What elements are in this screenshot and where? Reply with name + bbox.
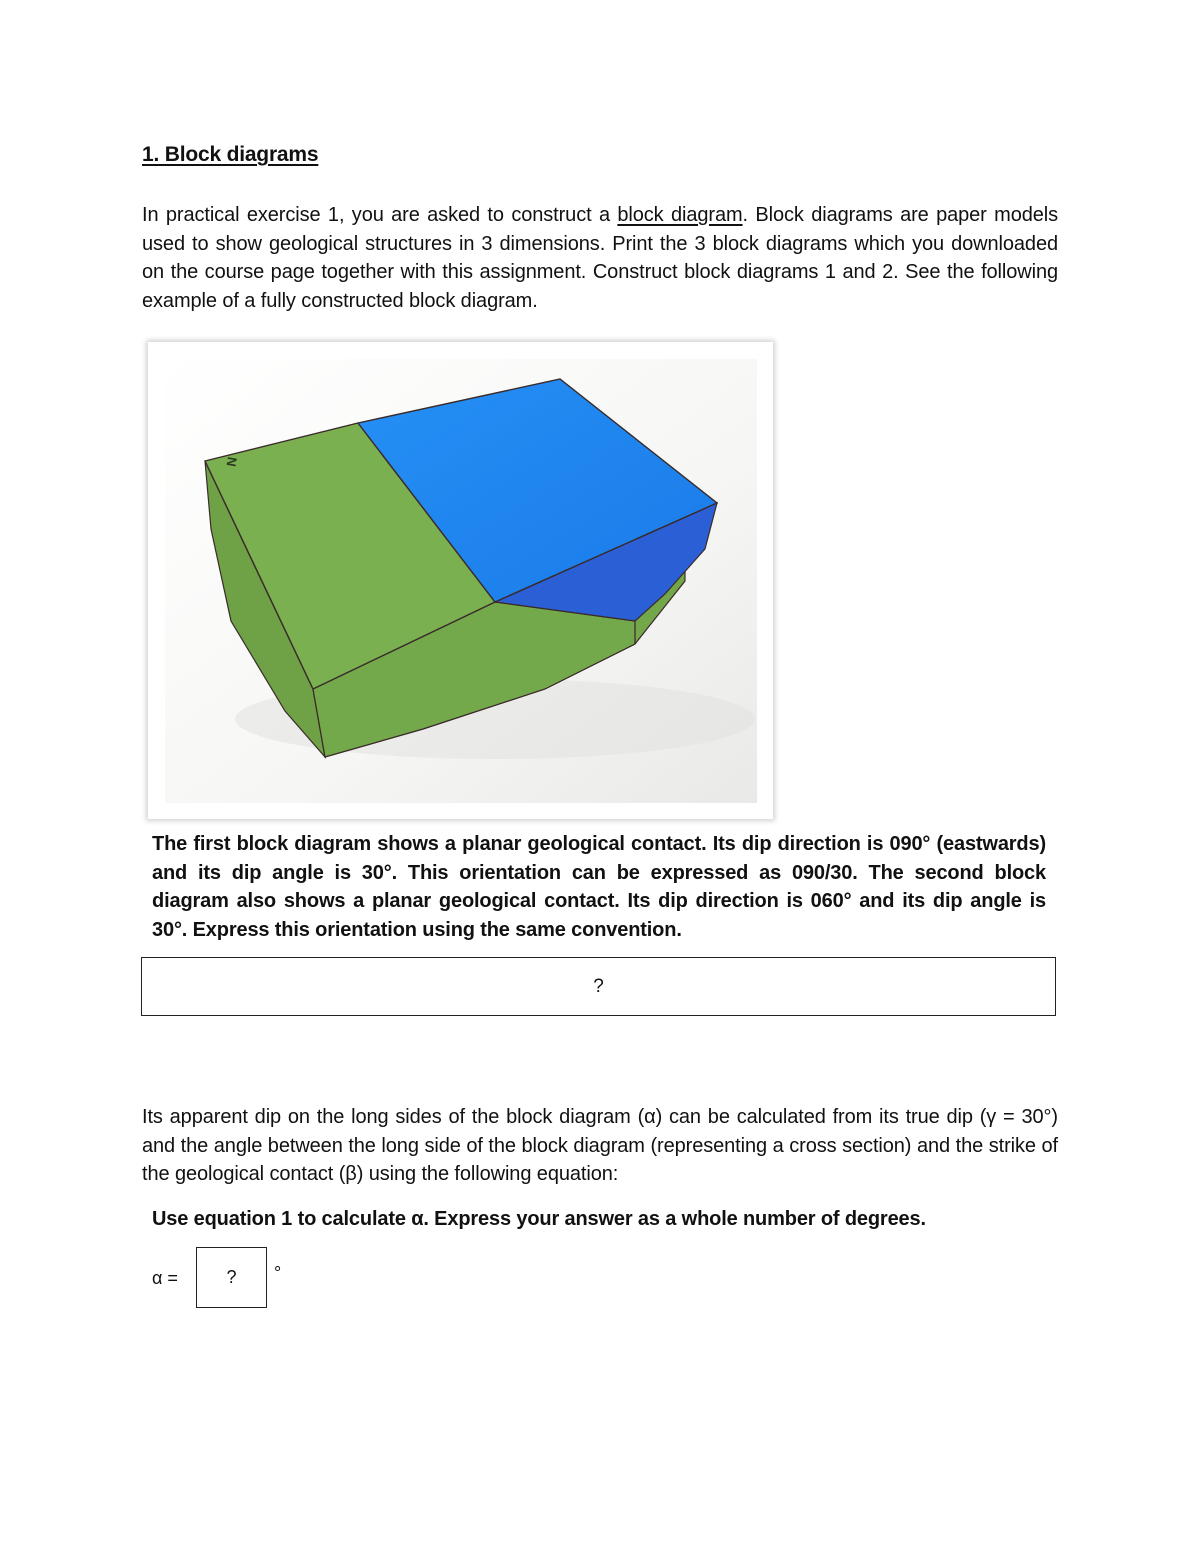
orientation-answer-field[interactable] bbox=[141, 957, 1056, 1016]
alpha-label: α = bbox=[152, 1268, 178, 1288]
block-diagram-photo-frame bbox=[148, 342, 773, 819]
section-heading: 1. Block diagrams bbox=[142, 143, 319, 166]
intro-text-end: . Block diagrams are paper models used to show geological structures in 3 dimensions. Print the 3 block diagrams which you downloaded on the course page together with this assignment. Construct block diagrams 1 and 2. See the following example of a fully constructed block diagram. bbox=[142, 204, 1059, 312]
orientation-answer-placeholder: ? bbox=[593, 976, 604, 997]
intro-text-start: In practical exercise 1, you are asked to construct a bbox=[142, 204, 618, 226]
block-diagram-link[interactable]: block diagram bbox=[617, 204, 743, 226]
block-diagram-photo bbox=[165, 359, 757, 803]
apparent-dip-paragraph: Its apparent dip on the long sides of the block diagram (α) can be calculated from its true dip (γ = 30°) and the angle between the long side of the block diagram (representing a cross section) and the strike of the geological contact (β) using the following equation: bbox=[142, 1106, 1058, 1185]
degree-unit: ° bbox=[274, 1263, 282, 1283]
alpha-answer-placeholder: ? bbox=[226, 1267, 237, 1287]
intro-paragraph bbox=[142, 201, 1058, 315]
block-diagram-model bbox=[165, 359, 757, 803]
alpha-question: Use equation 1 to calculate α. Express your answer as a whole number of degrees. bbox=[152, 1208, 926, 1230]
compass-north-label: N bbox=[223, 455, 240, 468]
orientation-question: The first block diagram shows a planar geological contact. Its dip direction is 090° (eastwards) and its dip angle is 30°. This orientation can be expressed as 090/30. The second block diagram also shows a planar geological contact. Its dip direction is 060° and its dip angle is 30°. Express this orientation using the same convention. bbox=[152, 833, 1046, 941]
alpha-answer-field[interactable] bbox=[196, 1247, 267, 1308]
